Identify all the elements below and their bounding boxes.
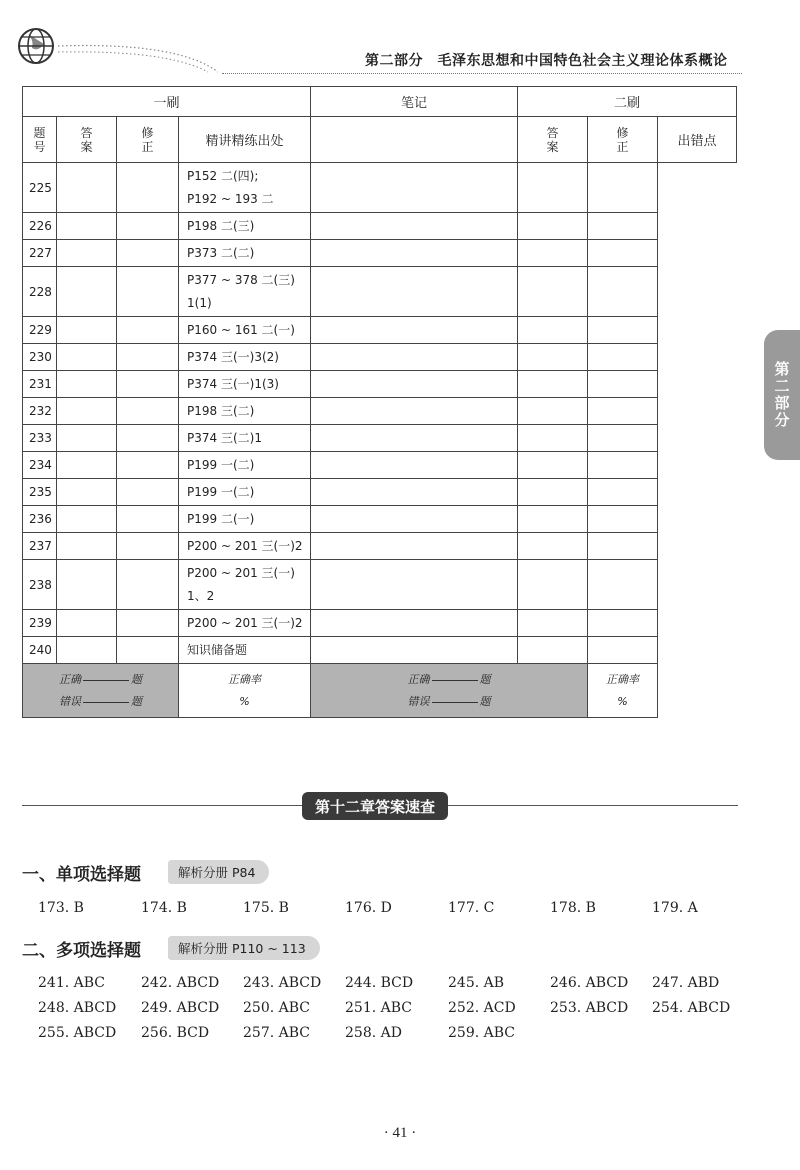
fix-cell (117, 533, 179, 560)
multi-choice-answers-row (38, 1000, 738, 1022)
answer2-cell (311, 425, 518, 452)
side-section-tab (764, 330, 800, 460)
table-row (23, 213, 737, 240)
page-header (0, 0, 800, 80)
answer-item: 174. B (141, 900, 187, 916)
fix-cell (117, 344, 179, 371)
review-table (22, 86, 737, 718)
answer2-cell (311, 344, 518, 371)
fix2-cell (518, 317, 588, 344)
source-line: P200 ~ 201 三(一)2 (187, 615, 303, 630)
answer-item: 257. ABC (243, 1025, 310, 1041)
fix-cell (117, 637, 179, 664)
first-pass-header: 一刷 (23, 87, 311, 117)
question-number-cell: 226 (23, 213, 57, 240)
question-number-cell: 239 (23, 610, 57, 637)
fix-cell (117, 452, 179, 479)
table-row (23, 610, 737, 637)
fix2-cell (518, 398, 588, 425)
second-count-cell: 正确 题 错误 题 (311, 664, 588, 718)
error-cell (588, 506, 658, 533)
table-row (23, 560, 737, 610)
fix2-cell (518, 506, 588, 533)
question-number-cell: 225 (23, 163, 57, 213)
fix-cell (117, 506, 179, 533)
answer-item: 251. ABC (345, 1000, 412, 1016)
answer-item: 254. ABCD (652, 1000, 731, 1016)
fix-cell (117, 479, 179, 506)
question-number-cell: 232 (23, 398, 57, 425)
table-row (23, 317, 737, 344)
answer-item: 175. B (243, 900, 289, 916)
answer2-cell (311, 479, 518, 506)
answer2-cell (311, 610, 518, 637)
answer-item: 176. D (345, 900, 392, 916)
single-choice-answers (38, 900, 738, 922)
answer-cell (57, 533, 117, 560)
fix2-cell (518, 637, 588, 664)
answer-item: 247. ABD (652, 975, 720, 991)
fix-cell (117, 240, 179, 267)
question-number-cell: 231 (23, 371, 57, 398)
section-divider-right (448, 805, 738, 806)
error-cell (588, 425, 658, 452)
answer-item: 243. ABCD (243, 975, 322, 991)
fix-cell (117, 317, 179, 344)
fix2-cell (518, 610, 588, 637)
source-cell (179, 344, 311, 371)
fix2-cell (518, 452, 588, 479)
answer-cell (57, 560, 117, 610)
fix2-cell (518, 240, 588, 267)
source-header: 精讲精练出处 (179, 117, 311, 163)
answer-cell (57, 637, 117, 664)
header-divider (222, 73, 742, 74)
fix-cell (117, 560, 179, 610)
answer2-cell (311, 163, 518, 213)
multi-choice-answers-row (38, 1025, 738, 1047)
answer2-cell (311, 506, 518, 533)
header-decoration (58, 44, 218, 74)
fix-cell (117, 267, 179, 317)
header-title: 第二部分 毛泽东思想和中国特色社会主义理论体系概论 (365, 53, 728, 69)
source-cell (179, 240, 311, 267)
answer-cell (57, 479, 117, 506)
error-cell (588, 213, 658, 240)
error-cell (588, 240, 658, 267)
page-number: · 41 · (383, 1125, 417, 1141)
section-title: 第十二章答案速查 (302, 792, 448, 820)
source-cell (179, 398, 311, 425)
answer-item: 173. B (38, 900, 84, 916)
answer-item: 258. AD (345, 1025, 402, 1041)
error-cell (588, 317, 658, 344)
answer-item: 177. C (448, 900, 495, 916)
fix-header: 修 正 (117, 117, 179, 163)
answer2-cell (311, 398, 518, 425)
side-tab-char: 部 (774, 394, 790, 412)
answer-item: 255. ABCD (38, 1025, 117, 1041)
answer-cell (57, 267, 117, 317)
source-line: P152 二(四); (187, 168, 259, 183)
table-row (23, 398, 737, 425)
table-row (23, 344, 737, 371)
answer-cell (57, 213, 117, 240)
multi-choice-heading: 二、多项选择题 (22, 941, 141, 961)
table-row (23, 506, 737, 533)
answer-item: 244. BCD (345, 975, 414, 991)
error-cell (588, 637, 658, 664)
fix2-cell (518, 163, 588, 213)
answer-item: 178. B (550, 900, 596, 916)
source-line: P200 ~ 201 三(一)2 (187, 538, 303, 553)
question-number-cell: 233 (23, 425, 57, 452)
answer2-cell (311, 317, 518, 344)
error-cell (588, 610, 658, 637)
answer2-cell (311, 533, 518, 560)
answer-item: 249. ABCD (141, 1000, 220, 1016)
answer-cell (57, 425, 117, 452)
error-cell (588, 560, 658, 610)
answer-cell (57, 371, 117, 398)
answer2-cell (311, 213, 518, 240)
answer-cell (57, 344, 117, 371)
answer-item: 246. ABCD (550, 975, 629, 991)
table-row (23, 479, 737, 506)
source-cell (179, 425, 311, 452)
notes-header: 笔记 (311, 87, 518, 117)
answer-cell (57, 610, 117, 637)
answer-cell (57, 506, 117, 533)
qnum-header: 题 号 (23, 117, 57, 163)
question-number-cell: 238 (23, 560, 57, 610)
answer2-cell (311, 371, 518, 398)
source-cell (179, 560, 311, 610)
answer2-cell (311, 637, 518, 664)
answer-cell (57, 452, 117, 479)
source-cell (179, 479, 311, 506)
question-number-cell: 227 (23, 240, 57, 267)
answer2-cell (311, 267, 518, 317)
source-cell (179, 637, 311, 664)
first-rate-cell: 正确率 % (179, 664, 311, 718)
source-line: P198 三(二) (187, 403, 255, 418)
source-line: 1、2 (187, 588, 215, 603)
source-cell (179, 213, 311, 240)
answer-item: 242. ABCD (141, 975, 220, 991)
source-line: P373 二(二) (187, 245, 255, 260)
source-cell (179, 267, 311, 317)
fix-cell (117, 398, 179, 425)
second-pass-header: 二刷 (518, 87, 737, 117)
answer-item: 252. ACD (448, 1000, 516, 1016)
question-number-cell: 234 (23, 452, 57, 479)
table-row (23, 425, 737, 452)
answer-item: 248. ABCD (38, 1000, 117, 1016)
table-row (23, 452, 737, 479)
error-cell (588, 163, 658, 213)
source-cell (179, 317, 311, 344)
error-cell (588, 452, 658, 479)
answer-item: 245. AB (448, 975, 505, 991)
answer2-cell (311, 452, 518, 479)
fix2-header: 修 正 (588, 117, 658, 163)
source-line: P199 一(二) (187, 457, 255, 472)
source-cell (179, 452, 311, 479)
table-row (23, 371, 737, 398)
answer-cell (57, 163, 117, 213)
fix-cell (117, 371, 179, 398)
question-number-cell: 240 (23, 637, 57, 664)
single-choice-heading: 一、单项选择题 (22, 865, 141, 885)
answer-item: 259. ABC (448, 1025, 515, 1041)
fix-cell (117, 610, 179, 637)
table-row (23, 533, 737, 560)
side-tab-char: 二 (774, 377, 790, 395)
source-line: P198 二(三) (187, 218, 255, 233)
error-header: 出错点 (658, 117, 737, 163)
question-number-cell: 228 (23, 267, 57, 317)
error-cell (588, 398, 658, 425)
answer-cell (57, 240, 117, 267)
error-cell (588, 479, 658, 506)
table-row (23, 163, 737, 213)
source-line: P374 三(一)3(2) (187, 349, 279, 364)
second-rate-cell: 正确率 % (588, 664, 658, 718)
answer2-cell (311, 560, 518, 610)
error-cell (588, 267, 658, 317)
fix2-cell (518, 560, 588, 610)
source-line: P199 一(二) (187, 484, 255, 499)
question-number-cell: 230 (23, 344, 57, 371)
fix-cell (117, 213, 179, 240)
fix2-cell (518, 213, 588, 240)
source-line: P200 ~ 201 三(一) (187, 565, 295, 580)
source-line: P199 二(一) (187, 511, 255, 526)
single-choice-ref: 解析分册 P84 (168, 860, 269, 884)
table-row (23, 267, 737, 317)
source-cell (179, 163, 311, 213)
table-row (23, 637, 737, 664)
multi-choice-answers-row (38, 975, 738, 997)
fix2-cell (518, 533, 588, 560)
answer-header: 答 案 (57, 117, 117, 163)
error-cell (588, 344, 658, 371)
answer-item: 241. ABC (38, 975, 105, 991)
fix2-cell (518, 479, 588, 506)
answer-item: 179. A (652, 900, 698, 916)
source-line: P374 三(一)1(3) (187, 376, 279, 391)
source-line: P192 ~ 193 二 (187, 191, 274, 206)
table-row (23, 240, 737, 267)
fix2-cell (518, 425, 588, 452)
fix-cell (117, 425, 179, 452)
source-line: P160 ~ 161 二(一) (187, 322, 295, 337)
source-cell (179, 610, 311, 637)
question-number-cell: 235 (23, 479, 57, 506)
answer-item: 253. ABCD (550, 1000, 629, 1016)
notes-area (311, 117, 518, 163)
source-line: 知识储备题 (187, 642, 248, 657)
answer-item: 250. ABC (243, 1000, 310, 1016)
side-tab-char: 分 (774, 411, 790, 429)
source-line: P377 ~ 378 二(三) (187, 272, 295, 287)
source-line: P374 三(二)1 (187, 430, 262, 445)
fix-cell (117, 163, 179, 213)
error-cell (588, 533, 658, 560)
answer-cell (57, 398, 117, 425)
source-cell (179, 506, 311, 533)
source-cell (179, 371, 311, 398)
question-number-cell: 229 (23, 317, 57, 344)
multi-choice-ref: 解析分册 P110 ~ 113 (168, 936, 320, 960)
globe-icon (14, 26, 58, 66)
fix2-cell (518, 267, 588, 317)
first-count-cell: 正确 题 错误 题 (23, 664, 179, 718)
answer2-header: 答 案 (518, 117, 588, 163)
fix2-cell (518, 371, 588, 398)
question-number-cell: 236 (23, 506, 57, 533)
answer2-cell (311, 240, 518, 267)
question-number-cell: 237 (23, 533, 57, 560)
answer-cell (57, 317, 117, 344)
fix2-cell (518, 344, 588, 371)
answer-item: 256. BCD (141, 1025, 210, 1041)
source-cell (179, 533, 311, 560)
error-cell (588, 371, 658, 398)
side-tab-char: 第 (774, 360, 790, 378)
source-line: 1(1) (187, 295, 212, 310)
section-divider-left (22, 805, 302, 806)
